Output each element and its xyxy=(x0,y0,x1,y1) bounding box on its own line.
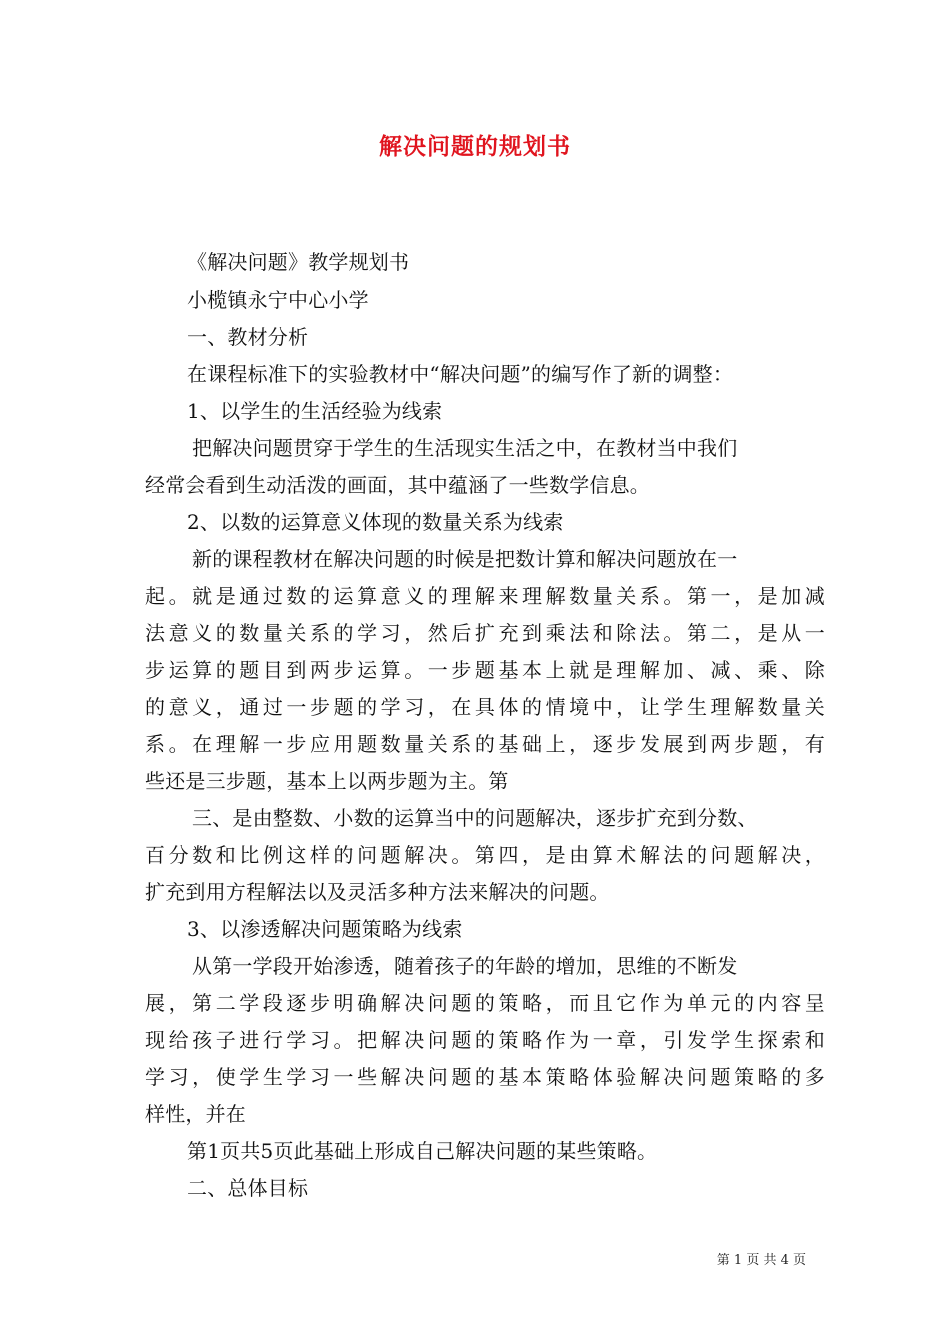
paragraph-line: 学习，使学生学习一些解决问题的基本策略体验解决问题策略的多 xyxy=(145,1065,825,1089)
paragraph-line: 样性，并在 xyxy=(145,1102,246,1126)
doc-subtitle: 《解决问题》教学规划书 xyxy=(187,250,410,274)
section-heading-2: 二、总体目标 xyxy=(187,1176,309,1200)
paragraph-line: 百分数和比例这样的问题解决。第四，是由算术解法的问题解决， xyxy=(145,843,825,867)
section-heading-1: 一、教材分析 xyxy=(187,325,309,349)
paragraph-line: 系。在理解一步应用题数量关系的基础上，逐步发展到两步题，有 xyxy=(145,732,825,756)
paragraph-line: 扩充到用方程解法以及灵活多种方法来解决的问题。 xyxy=(145,880,610,904)
document-title: 解决问题的规划书 xyxy=(379,133,571,160)
paragraph-line: 些还是三步题，基本上以两步题为主。第 xyxy=(145,769,509,793)
page-number-footer: 第 1 页 共 4 页 xyxy=(716,1253,806,1268)
paragraph-line: 步运算的题目到两步运算。一步题基本上就是理解加、减、乘、除 xyxy=(145,658,825,682)
subheading-2: 2、以数的运算意义体现的数量关系为线索 xyxy=(187,510,564,534)
paragraph-line: 在课程标准下的实验教材中“解决问题”的编写作了新的调整： xyxy=(187,362,734,386)
paragraph-line: 经常会看到生动活泼的画面，其中蕴涵了一些数学信息。 xyxy=(145,473,650,497)
paragraph-line: 从第一学段开始渗透，随着孩子的年龄的增加，思维的不断发 xyxy=(192,954,738,978)
paragraph-line: 第1页共5页此基础上形成自己解决问题的某些策略。 xyxy=(187,1139,658,1163)
paragraph-line: 三、是由整数、小数的运算当中的问题解决，逐步扩充到分数、 xyxy=(192,806,758,830)
subheading-1: 1、以学生的生活经验为线索 xyxy=(187,399,443,423)
paragraph-line: 把解决问题贯穿于学生的生活现实生活之中，在教材当中我们 xyxy=(192,436,738,460)
paragraph-line: 起。就是通过数的运算意义的理解来理解数量关系。第一，是加减 xyxy=(145,584,825,608)
paragraph-line: 法意义的数量关系的学习，然后扩充到乘法和除法。第二，是从一 xyxy=(145,621,825,645)
paragraph-line: 现给孩子进行学习。把解决问题的策略作为一章，引发学生探索和 xyxy=(145,1028,825,1052)
subheading-3: 3、以渗透解决问题策略为线索 xyxy=(187,917,463,941)
paragraph-line: 新的课程教材在解决问题的时候是把数计算和解决问题放在一 xyxy=(192,547,738,571)
school-name: 小榄镇永宁中心小学 xyxy=(187,288,369,312)
paragraph-line: 展，第二学段逐步明确解决问题的策略，而且它作为单元的内容呈 xyxy=(145,991,825,1015)
paragraph-line: 的意义，通过一步题的学习，在具体的情境中，让学生理解数量关 xyxy=(145,695,825,719)
